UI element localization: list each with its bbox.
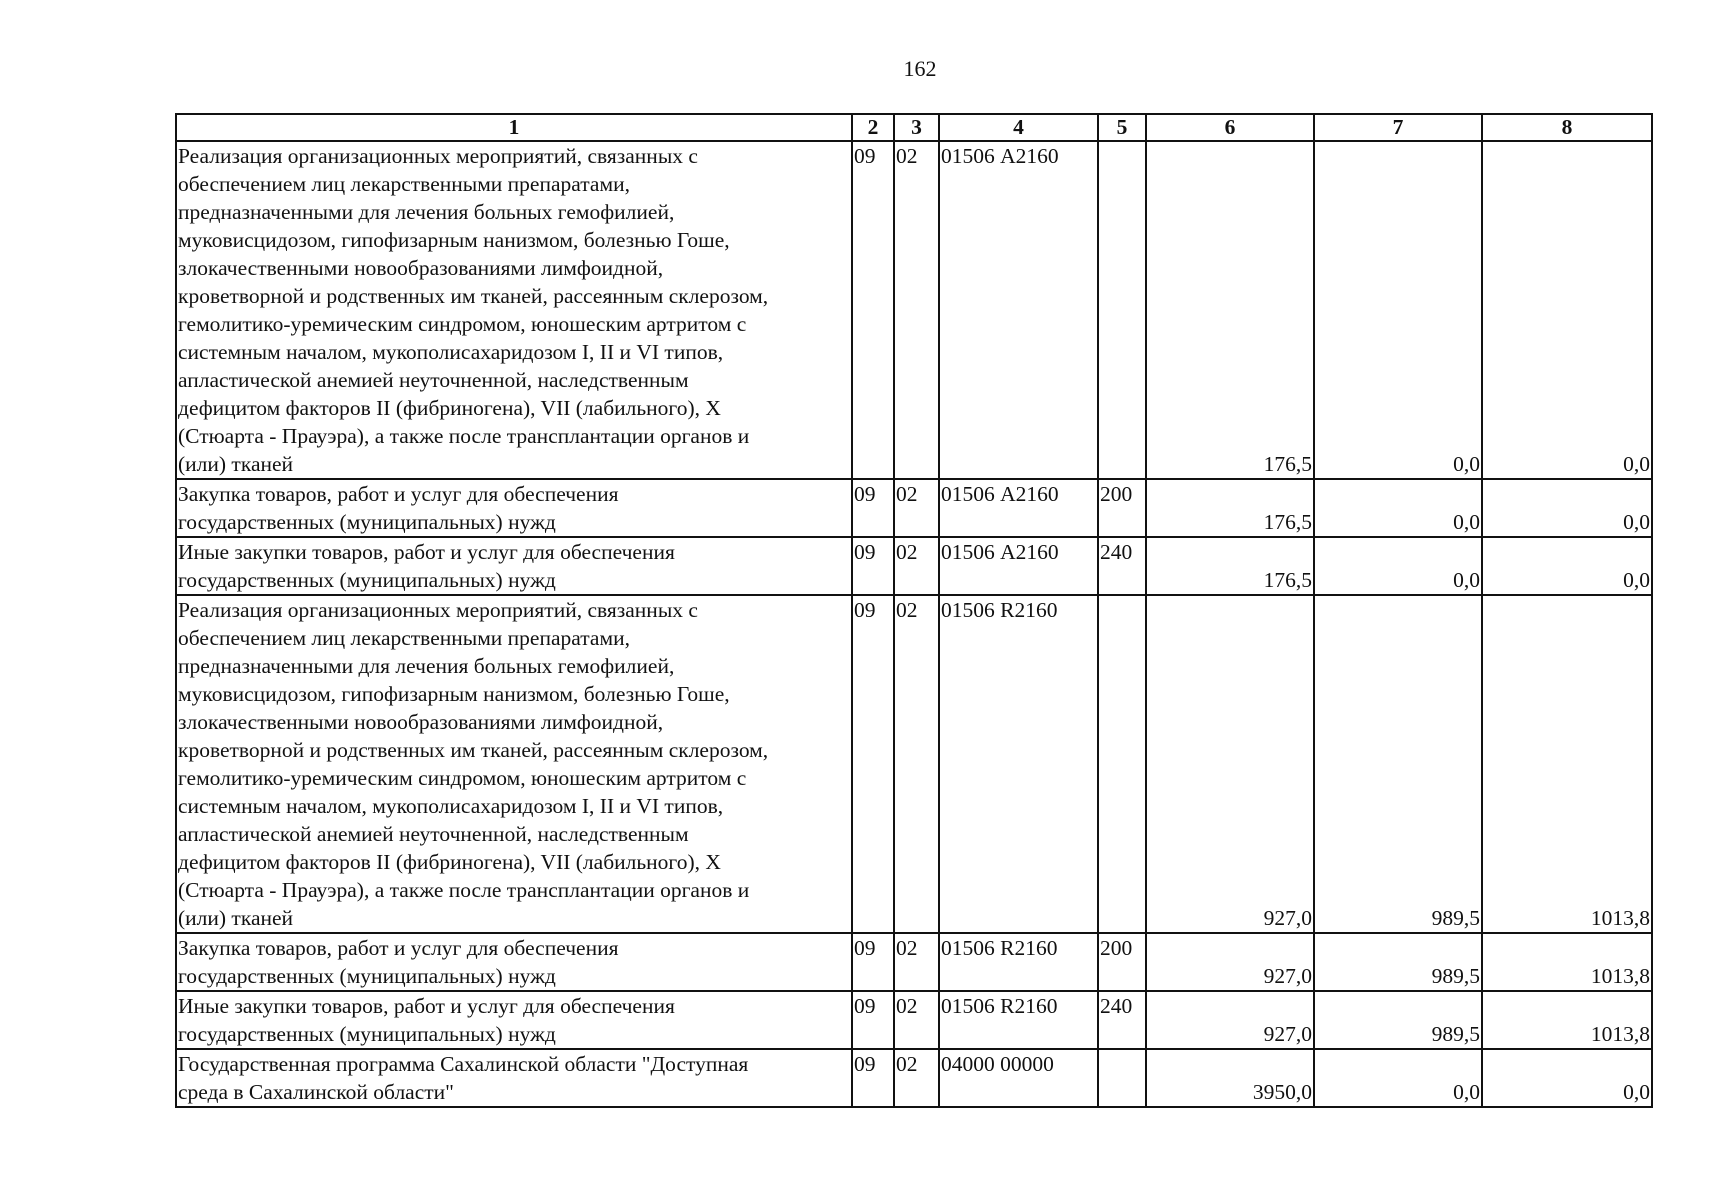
target-article-code: 01506 R2160: [939, 991, 1098, 1049]
amount-col-7: 0,0: [1314, 141, 1482, 479]
row-description: Иные закупки товаров, работ и услуг для обеспечения государственных (муниципальных) нужд: [176, 991, 852, 1049]
section-code: 09: [852, 991, 894, 1049]
table-row: [176, 479, 1652, 537]
amount-col-8: 1013,8: [1482, 595, 1652, 933]
table-row: [176, 933, 1652, 991]
subsection-code: 02: [894, 933, 939, 991]
row-description: Государственная программа Сахалинской области "Доступная среда в Сахалинской области": [176, 1049, 852, 1107]
amount-col-8: 0,0: [1482, 141, 1652, 479]
column-header-5: 5: [1098, 114, 1146, 141]
subsection-code: 02: [894, 479, 939, 537]
row-description: Реализация организационных мероприятий, связанных с обеспечением лиц лекарственными препаратами, предназначенными для лечения больных гемофилией, муковисцидозом, гипофизарным нанизмом, болезнью Гоше, злокачественными новообразованиями лимфоидной, кроветворной и родственных им тканей, рассеянным склерозом, гемолитико-уремическим синдромом, юношеским артритом с системным началом, мукополисахаридозом I, II и VI типов, апластической анемией неуточненной, наследственным дефицитом факторов II (фибриногена), VII (лабильного), X (Стюарта - Прауэра), а также после трансплантации органов и (или) тканей: [176, 141, 852, 479]
column-header-7: 7: [1314, 114, 1482, 141]
subsection-code: 02: [894, 537, 939, 595]
amount-col-6: 927,0: [1146, 991, 1314, 1049]
table-row: [176, 1049, 1652, 1107]
subsection-code: 02: [894, 595, 939, 933]
section-code: 09: [852, 141, 894, 479]
amount-col-7: 989,5: [1314, 933, 1482, 991]
target-article-code: 04000 00000: [939, 1049, 1098, 1107]
expense-type-code: 240: [1098, 991, 1146, 1049]
amount-col-7: 0,0: [1314, 537, 1482, 595]
expense-type-code: 200: [1098, 479, 1146, 537]
section-code: 09: [852, 595, 894, 933]
amount-col-6: 176,5: [1146, 141, 1314, 479]
column-header-6: 6: [1146, 114, 1314, 141]
budget-table: [175, 113, 1653, 1108]
expense-type-code: 200: [1098, 933, 1146, 991]
amount-col-8: 0,0: [1482, 479, 1652, 537]
expense-type-code: [1098, 141, 1146, 479]
section-code: 09: [852, 933, 894, 991]
amount-col-6: 927,0: [1146, 933, 1314, 991]
amount-col-8: 1013,8: [1482, 933, 1652, 991]
subsection-code: 02: [894, 1049, 939, 1107]
amount-col-7: 989,5: [1314, 595, 1482, 933]
column-header-4: 4: [939, 114, 1098, 141]
section-code: 09: [852, 537, 894, 595]
amount-col-6: 927,0: [1146, 595, 1314, 933]
amount-col-6: 176,5: [1146, 479, 1314, 537]
table-row: [176, 991, 1652, 1049]
column-header-1: 1: [176, 114, 852, 141]
column-header-2: 2: [852, 114, 894, 141]
column-header-8: 8: [1482, 114, 1652, 141]
amount-col-6: 176,5: [1146, 537, 1314, 595]
amount-col-7: 0,0: [1314, 1049, 1482, 1107]
table-row: [176, 141, 1652, 479]
expense-type-code: [1098, 595, 1146, 933]
section-code: 09: [852, 479, 894, 537]
table-row: [176, 537, 1652, 595]
amount-col-8: 0,0: [1482, 537, 1652, 595]
table-row: [176, 595, 1652, 933]
row-description: Реализация организационных мероприятий, связанных с обеспечением лиц лекарственными препаратами, предназначенными для лечения больных гемофилией, муковисцидозом, гипофизарным нанизмом, болезнью Гоше, злокачественными новообразованиями лимфоидной, кроветворной и родственных им тканей, рассеянным склерозом, гемолитико-уремическим синдромом, юношеским артритом с системным началом, мукополисахаридозом I, II и VI типов, апластической анемией неуточненной, наследственным дефицитом факторов II (фибриногена), VII (лабильного), X (Стюарта - Прауэра), а также после трансплантации органов и (или) тканей: [176, 595, 852, 933]
target-article-code: 01506 R2160: [939, 595, 1098, 933]
amount-col-8: 1013,8: [1482, 991, 1652, 1049]
subsection-code: 02: [894, 141, 939, 479]
header-row: [176, 114, 1652, 141]
section-code: 09: [852, 1049, 894, 1107]
column-header-3: 3: [894, 114, 939, 141]
amount-col-6: 3950,0: [1146, 1049, 1314, 1107]
row-description: Закупка товаров, работ и услуг для обеспечения государственных (муниципальных) нужд: [176, 933, 852, 991]
target-article-code: 01506 R2160: [939, 933, 1098, 991]
amount-col-7: 989,5: [1314, 991, 1482, 1049]
subsection-code: 02: [894, 991, 939, 1049]
expense-type-code: [1098, 1049, 1146, 1107]
row-description: Закупка товаров, работ и услуг для обеспечения государственных (муниципальных) нужд: [176, 479, 852, 537]
row-description: Иные закупки товаров, работ и услуг для обеспечения государственных (муниципальных) нужд: [176, 537, 852, 595]
target-article-code: 01506 А2160: [939, 141, 1098, 479]
amount-col-7: 0,0: [1314, 479, 1482, 537]
amount-col-8: 0,0: [1482, 1049, 1652, 1107]
target-article-code: 01506 А2160: [939, 479, 1098, 537]
target-article-code: 01506 А2160: [939, 537, 1098, 595]
expense-type-code: 240: [1098, 537, 1146, 595]
page-number: 162: [903, 56, 937, 81]
